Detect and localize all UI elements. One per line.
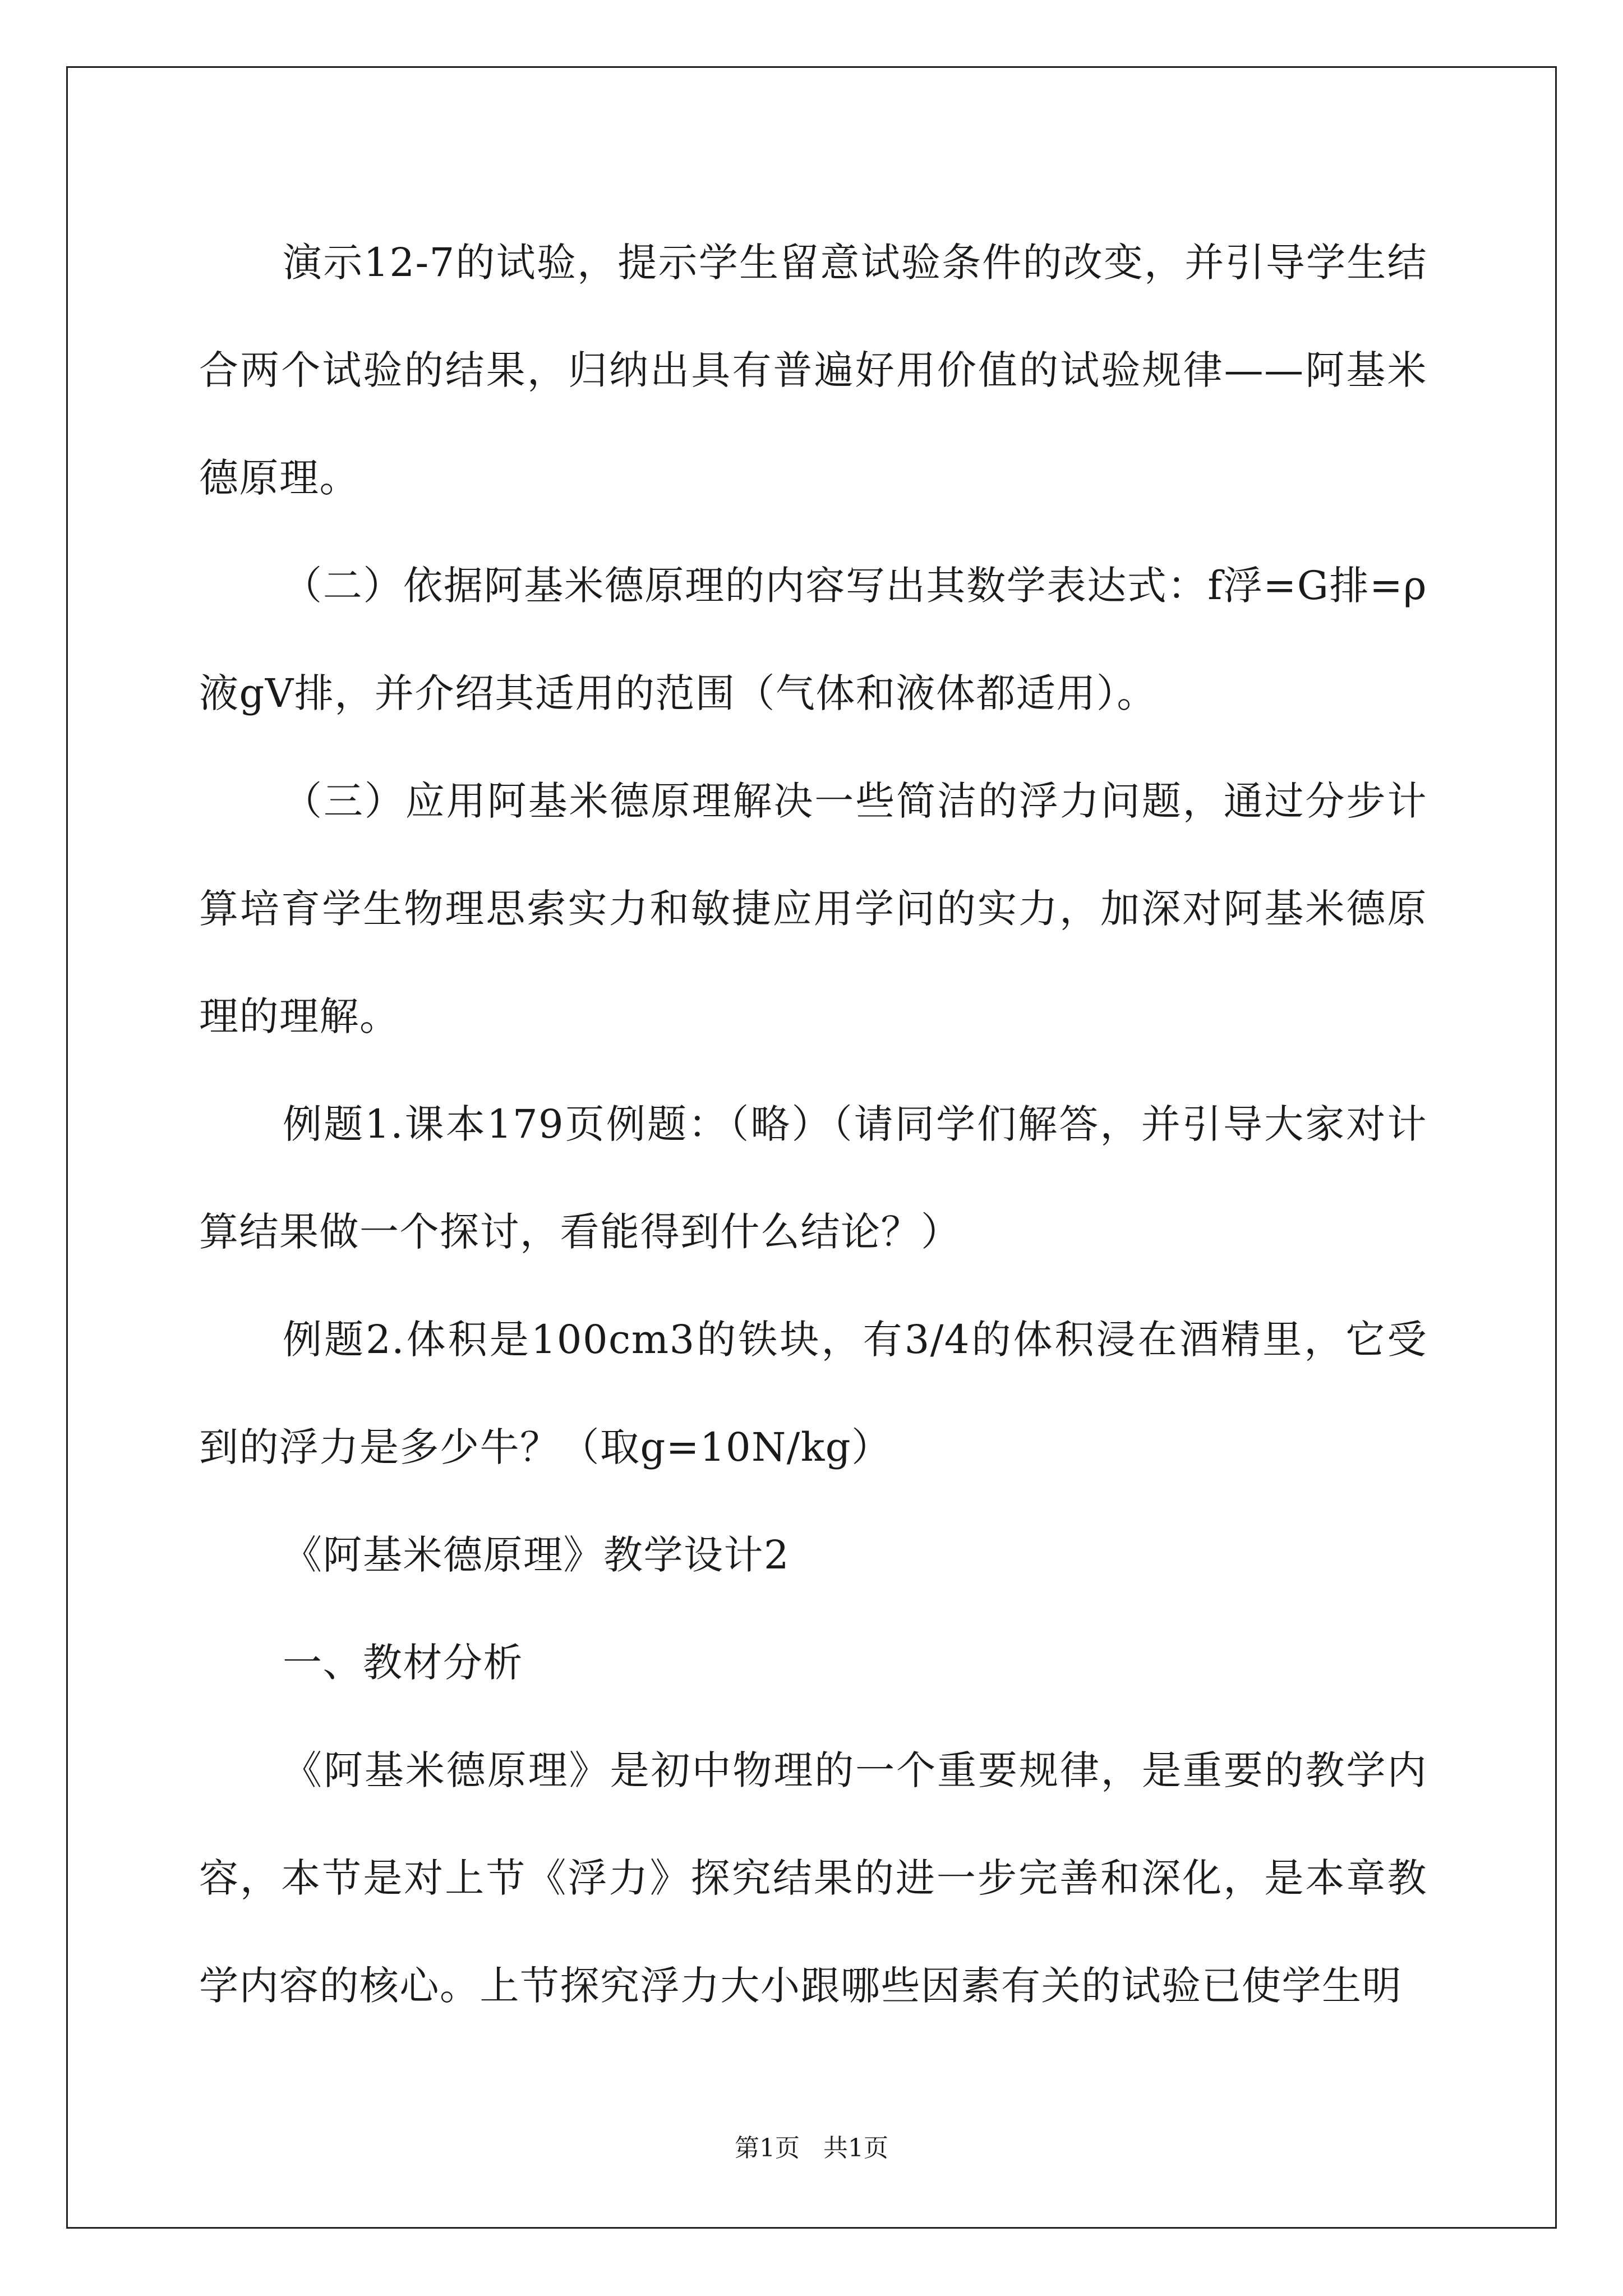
page-number: 第1页 — [735, 2134, 800, 2162]
paragraph: （二）依据阿基米德原理的内容写出其数学表达式：f浮=G排=ρ液gV排，并介绍其适用的范围（气体和液体都适用）。 — [199, 563, 1427, 716]
section-heading: 一、教材分析 — [283, 1640, 523, 1686]
page-footer — [0, 2132, 1623, 2165]
paragraph: 例题1.课本179页例题：（略）（请同学们解答，并引导大家对计算结果做一个探讨，看能得到什么结论？） — [199, 1101, 1427, 1255]
paragraph: 例题2.体积是100cm3的铁块，有3/4的体积浸在酒精里，它受到的浮力是多少牛？（取g=10N/kg） — [199, 1317, 1427, 1470]
page-total: 共1页 — [823, 2134, 888, 2162]
document-body — [199, 209, 1427, 2040]
paragraph: 《阿基米德原理》是初中物理的一个重要规律，是重要的教学内容，本节是对上节《浮力》探究结果的进一步完善和深化，是本章教学内容的核心。上节探究浮力大小跟哪些因素有关的试验已使学生明 — [199, 1747, 1427, 2009]
paragraph: 演示12-7的试验，提示学生留意试验条件的改变，并引导学生结合两个试验的结果，归纳出具有普遍好用价值的试验规律——阿基米德原理。 — [199, 240, 1427, 501]
paragraph: （三）应用阿基米德原理解决一些简洁的浮力问题，通过分步计算培育学生物理思索实力和敏捷应用学问的实力，加深对阿基米德原理的理解。 — [199, 778, 1427, 1039]
section-title: 《阿基米德原理》教学设计2 — [283, 1532, 790, 1578]
